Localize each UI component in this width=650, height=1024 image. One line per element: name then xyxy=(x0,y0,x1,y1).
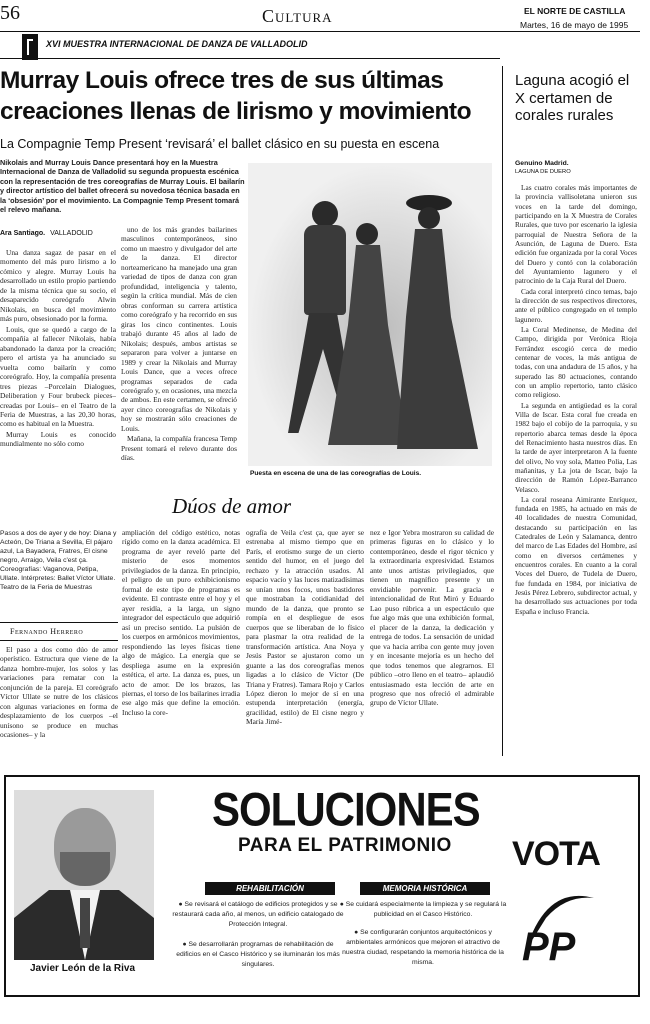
box2-item-2-text: Se configurarán conjuntos arquitectónicos y ambientales armónicos que mejoren el atractivo de nuestra ciudad, respetando la memoria histórica de la misma. xyxy=(342,929,504,966)
duos-col-1 xyxy=(0,645,118,753)
box1-item-1-text: Se revisará el catálogo de edificios protegidos y se restaurará cada año, al menos, un edificio catalogado de Protección Integral. xyxy=(172,901,344,928)
dancer-figure-1-body xyxy=(304,225,346,315)
bullet-icon: ● xyxy=(339,901,344,908)
article-lead: Nikolais and Murray Louis Dance presentará hoy en la Muestra Internacional de Danza de Valladolid su segunda propuesta escénica con la representación de tres coreografías de Murray Louis. El bailarín y director artístico del ballet ofrecerá su novedosa técnica basada en la ‘obsesión’ por el movimiento. La Compagnie Temp Present tomará el relevo mañana. xyxy=(0,158,245,215)
headline-line-1: Murray Louis ofrece tres de sus últimas xyxy=(0,67,444,94)
dancer-figure-2 xyxy=(356,223,378,245)
sidebar-body xyxy=(515,183,637,755)
section-title: Cultura xyxy=(262,6,333,26)
box2-item-1 xyxy=(338,900,508,920)
duos-col3-para: ografía de Veila c'est ça, que ayer se estrenaba al mismo tiempo que en París, el erotismo surge de un cierto sentido del humor, en el juego del rechazo y la atracción usados. Al espacio vacío y las luces matizadísimas se unían unos focos, unos bastidores que mostraban la cotidianidad del mundo de la danza, que pronto se rompía en el despliegue de esos cuerpos que se liberaban de lo físico para plasmar la otra realidad de la transformación artística. Ana Noya y Jesús Pastor se ajustaron como un guante a las dos coreografías menos ligadas a lo clásico de Víctor (De Triana y Fratres). Tamara Rojo y Carlos López dieron lo mejor de sí en una estupenda interpretación (energía, gracilidad, estilo) de El cisne negro y María Jimé- xyxy=(246,528,364,727)
main-col2-para: uno de los más grandes bailarines masculinos contemporáneos, sino como un maestro y divulgador del arte de la danza. El director norteamericano ha manejado una gran variedad de tipos de danza con gran profundidad, inteligencia y talento, según la crítica mundial. Más de cien obras conforman su carrera artística como coreógrafo y ha recorrido en sus giras los cinco continentes. Louis trabajó durante 45 años al lado de Nikolais; después, ambos artistas se separaron para volver a juntarse en 1989 y crear la Nikolais and Murray Louis Dance, que a veces ofrece programas separados de cada coreógrafo y, en ocasiones, una mezcla de ambos. En este certamen, se ofreció ayer cinco coreografías de Nikolais y hoy se mostrarán sólo creaciones de Louis. xyxy=(121,225,237,433)
box1-title: REHABILITACIÓN xyxy=(205,882,335,895)
sidebar-byline: Genuino Madrid. xyxy=(515,160,569,167)
bullet-icon: ● xyxy=(178,901,183,908)
vote-word: VOTA xyxy=(512,835,600,873)
byline xyxy=(0,230,93,237)
page-number: 56 xyxy=(0,2,20,24)
dancer-figure-3-dress xyxy=(388,229,478,449)
main-col2-para: Mañana, la compañía francesa Temp Present tomará el relevo durante dos días. xyxy=(121,434,237,463)
duos-info-box: Pasos a dos de ayer y de hoy: Diana y Acteón, De Triana a Sevilla, El pájaro azul, La Bayadera, Fratres, El cisne negro, Arraigo, Veila c'est ça. Coreografías: Vaganova, Petipa, Ullate. Intérpretes: Ballet Víctor Ullate. Teatro de la Feria de Muestras xyxy=(0,530,117,591)
main-col1-para: Murray Louis es conocido mundialmente no sólo como xyxy=(0,429,116,449)
portrait-tie xyxy=(80,898,90,948)
party-logo-text: PP xyxy=(522,925,576,968)
box1-item-2-text: Se desarrollarán programas de rehabilitación de edificios en el Casco Histórico y se iluminarán los más singulares. xyxy=(176,941,340,968)
subheadline: La Compagnie Temp Present ‘revisará’ el ballet clásico en su puesta en escena xyxy=(0,137,440,151)
main-col1-para: Una danza sagaz de pasar en el momento del más puro lirismo a lo cómico y alegre. Murray Louis ha desarrollado un estilo propio partiendo de la misma técnica que su socio, el desaparecido coreógrafo Alwin Nikolais, en busca del movimiento más puro, obsesionado por la forma. xyxy=(0,248,116,324)
duos-col-4 xyxy=(370,528,494,753)
candidate-name: Javier León de la Riva xyxy=(30,963,136,974)
sidebar-para: Cada coral interpretó cinco temas, bajo la dirección de sus respectivos directores, ante el público congregado en el templo lagunero. xyxy=(515,286,637,324)
festival-logo-icon xyxy=(22,34,38,60)
newspaper-name: EL NORTE DE CASTILLA xyxy=(524,6,626,16)
byline-author: Ara Santiago. xyxy=(0,230,46,237)
main-col-1 xyxy=(0,248,116,468)
main-col1-para: Louis, que se quedó a cargo de la compañía al fallecer Nikolais, había abandonado la danza por la creación; pero el artista ya ha anunciado su vuelta como bailarín y como coreógrafo. Hoy, la compañía presenta tres piezas –Porcelain Dialogues, Deliberation y Four brubeck pieces– creadas por Louis– en el Teatro de la Feria de Muestras, a las 20,30 horas, como es habitual en la Muestra. xyxy=(0,324,116,429)
sidebar-byline-place: LAGUNA DE DUERO xyxy=(515,169,571,175)
festival-banner: XVI MUESTRA INTERNACIONAL DE DANZA DE VALLADOLID xyxy=(46,39,308,49)
sidebar-para: La coral roseana Aimirante Enríquez, fundada en 1985, ha actuado en más de 40 localidades de nuestra Comunidad, destacando su participación en las Catedrales de León y Salamanca, dentro del marco de Las Edades del Hombre, así como en diversos certámenes y encuentros corales. En cuanto a la coral Voces del Duero, de Tudela de Duero, fue fundada en 1984, por iniciativa de Jesús Pérez Lebrero, subdirector actual, y ha desarrollado sus actuaciones por toda España e incluso Francia. xyxy=(515,494,637,616)
duos-byline: Fernando Herrero xyxy=(10,627,84,636)
dancer-figure-3 xyxy=(418,207,440,229)
portrait-beard xyxy=(60,852,110,886)
sidebar-para: La segunda en antigüedad es la coral Villa de Iscar. Esta coral fue creada en 1982 bajo el cobijo de la parroquia, y su repertorio abarca temas desde la época del Renacimiento hasta nuestros días. En la tarde de ayer interpretaron A la fuente del olivo, No voy sola, Matteo Polia, Las mañanitas, y La jota de Iscar, bajo la dirección de Ramón López-Barranco Velasco. xyxy=(515,400,637,494)
dancer-figure-1 xyxy=(312,201,338,227)
box1-item-2 xyxy=(172,940,344,970)
ad-subtitle: PARA EL PATRIMONIO xyxy=(238,835,452,856)
sidebar-divider xyxy=(502,66,503,756)
dance-photo xyxy=(248,163,492,466)
duos-title: Dúos de amor xyxy=(172,494,291,518)
header-rule xyxy=(0,31,640,32)
issue-date: Martes, 16 de mayo de 1995 xyxy=(520,20,629,30)
duos-byline-rule-bottom xyxy=(0,640,118,641)
candidate-portrait xyxy=(14,790,154,960)
sidebar-headline: Laguna acogió el X certamen de corales rurales xyxy=(515,72,630,125)
box2-item-2 xyxy=(338,928,508,967)
photo-caption: Puesta en escena de una de las coreografías de Louis. xyxy=(250,470,422,477)
party-logo-svg xyxy=(516,890,598,968)
box2-item-1-text: Se cuidará especialmente la limpieza y se regulará la publicidad en el Casco Histórico. xyxy=(345,901,507,918)
bullet-icon: ● xyxy=(182,941,187,948)
duos-col-2 xyxy=(122,528,240,753)
duos-col-3 xyxy=(246,528,364,753)
duos-col4-para: nez e Igor Yebra mostraron su calidad de primeras figuras en lo clásico y lo contemporáneo, desde el rigor técnico y la extraordinaria expresividad. Estamos ante unos artistas privilegiados, que tienen un magnífico presente y un envidiable porvenir. La gracia e intencionalidad de Rut Miró y Eduardo Lao puso rúbrica a un espectáculo que fue algo más que una exhibición formal, el placer de la danza, la dedicación y entrega de todos. La sensación de unidad que va hacia arriba con gente muy joven y en incesante mejoría es un hecho del que todos tenemos que alegrarnos. El público –otro lleno en el teatro– aplaudió entusiasmado esta lección de arte en progreso que nos ofreció el admirable grupo de Víctor Ullate. xyxy=(370,528,494,708)
party-logo-icon xyxy=(516,890,598,968)
bullet-icon: ● xyxy=(354,929,359,936)
sidebar-para: Las cuatro corales más importantes de la provincia vallisoletana unieron sus voces en la tarde del domingo, participando en la X Muestra de Corales Rurales, que tuvo por escenario la iglesia parroquial de Nuestra Señora de la Asunción, de Laguna de Duero. Esta edición fue organizada por la coral Voces del Duero y contó con la colaboración del Ayuntamiento lagunero y el patrocinio de la Caja Rural del Duero. xyxy=(515,183,637,286)
box2-title: MEMORIA HISTÓRICA xyxy=(360,882,490,895)
sidebar-para: La Coral Medinense, de Medina del Campo, dirigida por Verónica Rioja Ferrández escogió cerca de medio centenar de voces, la más antigua de todas, con una andadura de 15 años, y ha superado las 80 actuaciones, contando con un amplio repertorio, tanto clásico como religioso. xyxy=(515,324,637,400)
duos-byline-rule-top xyxy=(0,622,118,623)
duos-col1-para: El paso a dos como dúo de amor operístico. Estructura que viene de la danza hombre-mujer, los solos y las variaciones para rematar con la conjunción de la pareja. El coreógrafo Víctor Ullate se nutre de los clásicos con algunas variaciones en forma de desplazamiento de los cuerpos –el unísono se produce en muchas ocasiones– y la xyxy=(0,645,118,740)
headline-line-2: creaciones llenas de lirismo y movimiento xyxy=(0,98,472,125)
byline-place: VALLADOLID xyxy=(50,230,93,237)
main-col-2 xyxy=(121,225,237,473)
ad-title: SOLUCIONES xyxy=(212,783,480,836)
banner-rule xyxy=(0,58,500,59)
box1-item-1 xyxy=(172,900,344,930)
duos-col2-para: ampliación del código estético, notas rígido como en la danza académica. El programa de ayer reveló parte del misterio de esos momentos privilegiados de la danza. En principio, el peligro de un puro exhibicionismo formal de este tipo de programas es evidente. El contraste entre el hoy y el ayer residía, a la larga, un signo integrador del espectáculo que adquirió así un preciso sentido. La pulsión de los cuerpos en armónicos movimientos, respondiendo las leyes físicas tiene algo de mágico. La energía que se despliega asume en la expresión estética, el arte. La danza es, pues, un acto de amor. De los brazos, las piernas, el torso de los bailarines irradia ese algo más que define la emoción. Incluso la core- xyxy=(122,528,240,717)
